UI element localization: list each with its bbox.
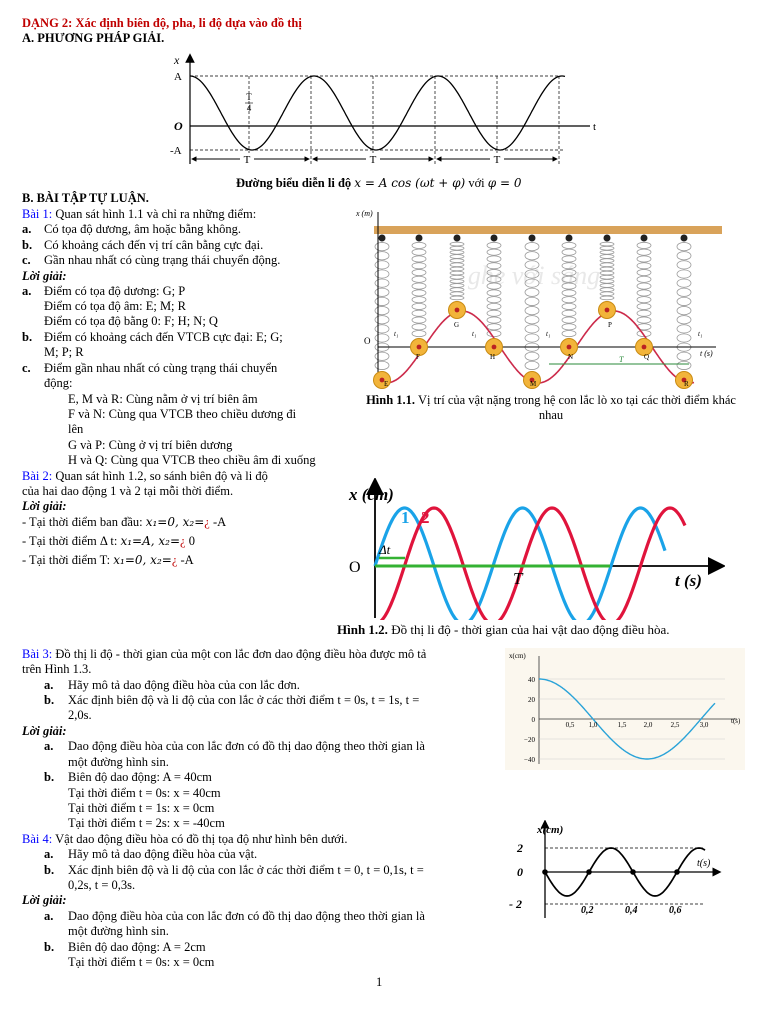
bai3-item-a: a. Hãy mô tả dao động điều hòa của con lắc đơn. xyxy=(44,678,300,692)
bai3-item-b-cont: 2,0s. xyxy=(68,708,92,722)
bai2-line-1: - Tại thời điểm ban đầu: x₁=0, x₂=¿ -A xyxy=(22,515,227,529)
bai2-loi-giai: Lời giải: xyxy=(22,499,67,513)
bai4-label: Bài 4: xyxy=(22,832,53,846)
fig11-t1-1: t₁ xyxy=(394,330,399,338)
pendulum-graph-figure xyxy=(505,648,745,770)
bai3-ans-1: một đường hình sin. xyxy=(68,755,169,769)
bai4-ans-2: b. Biên độ dao động: A = 2cm xyxy=(44,940,206,954)
top-graph-cosine-curve xyxy=(190,76,565,150)
bai1-ans-b2: M; P; R xyxy=(44,345,84,359)
top-graph-t4-num: T xyxy=(246,92,252,102)
bai1-label: Bài 1: xyxy=(22,207,53,221)
figure-watermark: ghe với sáng xyxy=(467,261,601,290)
section-b-heading: B. BÀI TẬP TỰ LUẬN. xyxy=(22,191,149,205)
bai3-ans-2: b. Biên độ dao động: A = 40cm xyxy=(44,770,212,784)
bai4-loi-giai: Lời giải: xyxy=(22,893,67,907)
spring-mount xyxy=(681,235,688,242)
spring-pendulum-figure xyxy=(354,204,722,390)
bai3-ans-4: Tại thời điểm t = 1s: x = 0cm xyxy=(68,801,215,815)
ball-center-dot xyxy=(605,308,610,313)
bai1-ans-c3: E, M và R: Cùng nằm ở vị trí biên âm xyxy=(68,392,258,406)
fig13-ytick-40: 40 xyxy=(528,676,535,684)
fig13-ytick-20: 20 xyxy=(528,696,535,704)
fig4-x-label: x(cm) xyxy=(537,824,564,836)
bai1-text: Quan sát hình 1.1 và chỉ ra những điểm: xyxy=(52,207,257,221)
top-graph-period-label-1: T xyxy=(243,154,251,166)
point-f: F xyxy=(416,353,420,361)
bai1-ans-c6: G và P: Cùng ở vị trí biên dương xyxy=(68,438,233,452)
caption-formula: x = A cos (ωt + φ) xyxy=(354,176,466,190)
fig12-origin: O xyxy=(349,559,361,576)
fig13-xtick-05: 0,5 xyxy=(565,721,575,729)
bai1-question xyxy=(22,207,256,222)
bai3-question-1: Bài 3: Đồ thị li độ - thời gian của một con lắc đơn dao động điều hòa được mô tả xyxy=(22,647,427,661)
bai4-item-b-cont: 0,2s, t = 0,3s. xyxy=(68,878,136,892)
bai1-loi-giai: Lời giải: xyxy=(22,269,67,283)
fig12-caption: Hình 1.2. Đồ thị li độ - thời gian của hai vật dao động điều hòa. xyxy=(337,622,670,637)
top-graph-period-label-2: T xyxy=(369,154,377,166)
fig13-ytick-0: 0 xyxy=(531,716,535,724)
spring-mount xyxy=(379,235,386,242)
bai4-graph-figure xyxy=(505,820,725,920)
point-p: P xyxy=(608,321,612,329)
bai1-ans-c1: c. Điểm gần nhau nhất có cùng trạng thái chuyển xyxy=(22,361,278,375)
fig11-period: T xyxy=(619,355,624,364)
top-graph-t4-den: 4 xyxy=(246,103,252,113)
bai1-item-c: c. Gần nhau nhất có cùng trạng thái chuyển động. xyxy=(22,253,281,267)
fig11-caption: Hình 1.1. Vị trí của vật nặng trong hệ con lắc lò xo tại các thời điểm khác nhau xyxy=(366,393,736,423)
spring-mount xyxy=(454,235,461,242)
top-graph-caption xyxy=(236,176,522,191)
fig4-t-label: t(s) xyxy=(697,858,711,869)
bai2-line-2: - Tại thời điểm Δ t: x₁=A, x₂=¿ 0 xyxy=(22,534,195,548)
bai1-ans-a1: a. Điểm có tọa độ dương: G; P xyxy=(22,284,186,298)
fig12-label-1: 1 xyxy=(401,508,410,527)
caption-phi: φ = 0 xyxy=(487,176,522,190)
point-n: N xyxy=(568,353,574,361)
point-h: H xyxy=(490,353,496,361)
bai4-item-a: a. Hãy mô tả dao động điều hòa của vật. xyxy=(44,847,258,861)
spring-mount xyxy=(529,235,536,242)
bai4-item-b: b. Xác định biên độ và li độ của con lắc ở các thời điểm t = 0, t = 0,1s, t = xyxy=(44,863,424,877)
bai3-question-2: trên Hình 1.3. xyxy=(22,662,92,676)
fig4-y-bottom: - 2 xyxy=(509,897,522,911)
bai3-item-b: b. Xác định biên độ và li độ của con lắc ở các thời điểm t = 0s, t = 1s, t = xyxy=(44,693,420,707)
ball-center-dot xyxy=(455,308,460,313)
spring-mount xyxy=(491,235,498,242)
page-number: 1 xyxy=(376,975,383,989)
top-graph-figure xyxy=(160,52,610,174)
bai3-ans-3: Tại thời điểm t = 0s: x = 40cm xyxy=(68,786,221,800)
fig11-t1-3: t₁ xyxy=(546,330,551,338)
bai2-label: Bài 2: xyxy=(22,469,53,483)
top-graph-period-label-3: T xyxy=(493,154,501,166)
fig13-ytick-m20: −20 xyxy=(524,736,535,744)
top-graph-t-label: t xyxy=(593,121,597,133)
caption-text: Đường biểu diễn li độ xyxy=(236,176,355,190)
fig13-xtick-30: 3,0 xyxy=(699,721,709,729)
bai2-line-3: - Tại thời điểm T: x₁=0, x₂=¿ -A xyxy=(22,553,194,567)
fig12-t-label: t (s) xyxy=(675,571,702,590)
top-graph-origin: O xyxy=(174,119,183,133)
bai4-ans-1: một đường hình sin. xyxy=(68,924,169,938)
ball-center-dot xyxy=(642,345,647,350)
spring-mount xyxy=(566,235,573,242)
fig13-xtick-10: 1,0 xyxy=(588,721,598,729)
fig12-x-label: x (cm) xyxy=(349,485,394,504)
bai1-ans-b1: b. Điểm có khoảng cách đến VTCB cực đại: E; G; xyxy=(22,330,283,344)
ball-center-dot xyxy=(492,345,497,350)
fig4-xtick-06: 0,6 xyxy=(669,905,682,916)
two-oscillation-figure xyxy=(345,478,725,620)
bai1-ans-c2: động: xyxy=(44,376,73,390)
fig13-ytick-m40: −40 xyxy=(524,756,535,764)
dang-title: DẠNG 2: Xác định biên độ, pha, li độ dựa vào đồ thị xyxy=(22,16,302,30)
bai3-loi-giai: Lời giải: xyxy=(22,724,67,738)
fig12-label-2: 2 xyxy=(421,508,430,527)
fig13-xtick-25: 2,5 xyxy=(670,721,680,729)
point-m: M xyxy=(530,380,537,388)
bai2-question-1: Bài 2: Quan sát hình 1.2, so sánh biên độ và li độ xyxy=(22,469,268,483)
fig11-x-label: x (m) xyxy=(356,209,373,218)
fig13-xtick-15: 1,5 xyxy=(617,721,627,729)
fig11-t1-4: t₁ xyxy=(698,330,703,338)
spring-mount xyxy=(641,235,648,242)
bai1-ans-c5: lên xyxy=(68,422,84,436)
fig4-y-zero: 0 xyxy=(517,865,523,879)
spring-mount xyxy=(604,235,611,242)
ball-center-dot xyxy=(417,345,422,350)
section-a-heading: A. PHƯƠNG PHÁP GIẢI. xyxy=(22,31,165,45)
bai1-item-b: b. Có khoảng cách đến vị trí cân bằng cực đại. xyxy=(22,238,264,252)
bai3-ans-0: a. Dao động điều hòa của con lắc đơn có đồ thị dao động theo thời gian là xyxy=(44,739,425,753)
top-graph-x-label: x xyxy=(174,53,180,67)
bai1-ans-a3: Điểm có tọa độ bằng 0: F; H; N; Q xyxy=(44,314,218,328)
fig13-t-label: t(s) xyxy=(731,717,741,725)
fig11-t-label: t (s) xyxy=(700,349,713,358)
fig4-xtick-04: 0,4 xyxy=(625,905,638,916)
bai1-ans-c7: H và Q: Cùng qua VTCB theo chiều âm đi xuống xyxy=(68,453,316,467)
caption-with: với xyxy=(465,176,488,190)
top-graph-neg-a-label: -A xyxy=(170,145,182,157)
fig11-t1-2: t₁ xyxy=(472,330,477,338)
bai3-label: Bài 3: xyxy=(22,647,53,661)
fig13-xtick-20: 2,0 xyxy=(643,721,653,729)
top-graph-a-label: A xyxy=(174,71,182,83)
bai1-ans-a2: Điểm có tọa độ âm: E; M; R xyxy=(44,299,186,313)
bai4-question: Bài 4: Vật dao động điều hòa có đồ thị tọa độ như hình bên dưới. xyxy=(22,832,348,846)
point-q: Q xyxy=(644,353,650,361)
fig12-period: T xyxy=(513,569,523,588)
bai4-ans-0: a. Dao động điều hòa của con lắc đơn có đồ thị dao động theo thời gian là xyxy=(44,909,425,923)
fig4-y-top: 2 xyxy=(517,841,523,855)
bai4-ans-3: Tại thời điểm t = 0s: x = 0cm xyxy=(68,955,215,969)
point-e: E xyxy=(384,380,389,388)
bai2-question-2: của hai dao động 1 và 2 tại mỗi thời điểm. xyxy=(22,484,234,498)
fig13-x-label: x(cm) xyxy=(509,652,526,660)
bai3-ans-5: Tại thời điểm t = 2s: x = -40cm xyxy=(68,816,225,830)
fig4-xtick-02: 0,2 xyxy=(581,905,594,916)
fig12-dt: Δt xyxy=(379,542,391,557)
fig11-origin: O xyxy=(364,336,371,346)
point-r: R xyxy=(684,380,689,388)
ball-center-dot xyxy=(567,345,572,350)
bai1-ans-c4: F và N: Cùng qua VTCB theo chiều dương đi xyxy=(68,407,297,421)
spring-mount xyxy=(416,235,423,242)
bai1-item-a: a. Có tọa độ dương, âm hoặc bằng không. xyxy=(22,222,242,236)
point-g: G xyxy=(454,321,460,329)
